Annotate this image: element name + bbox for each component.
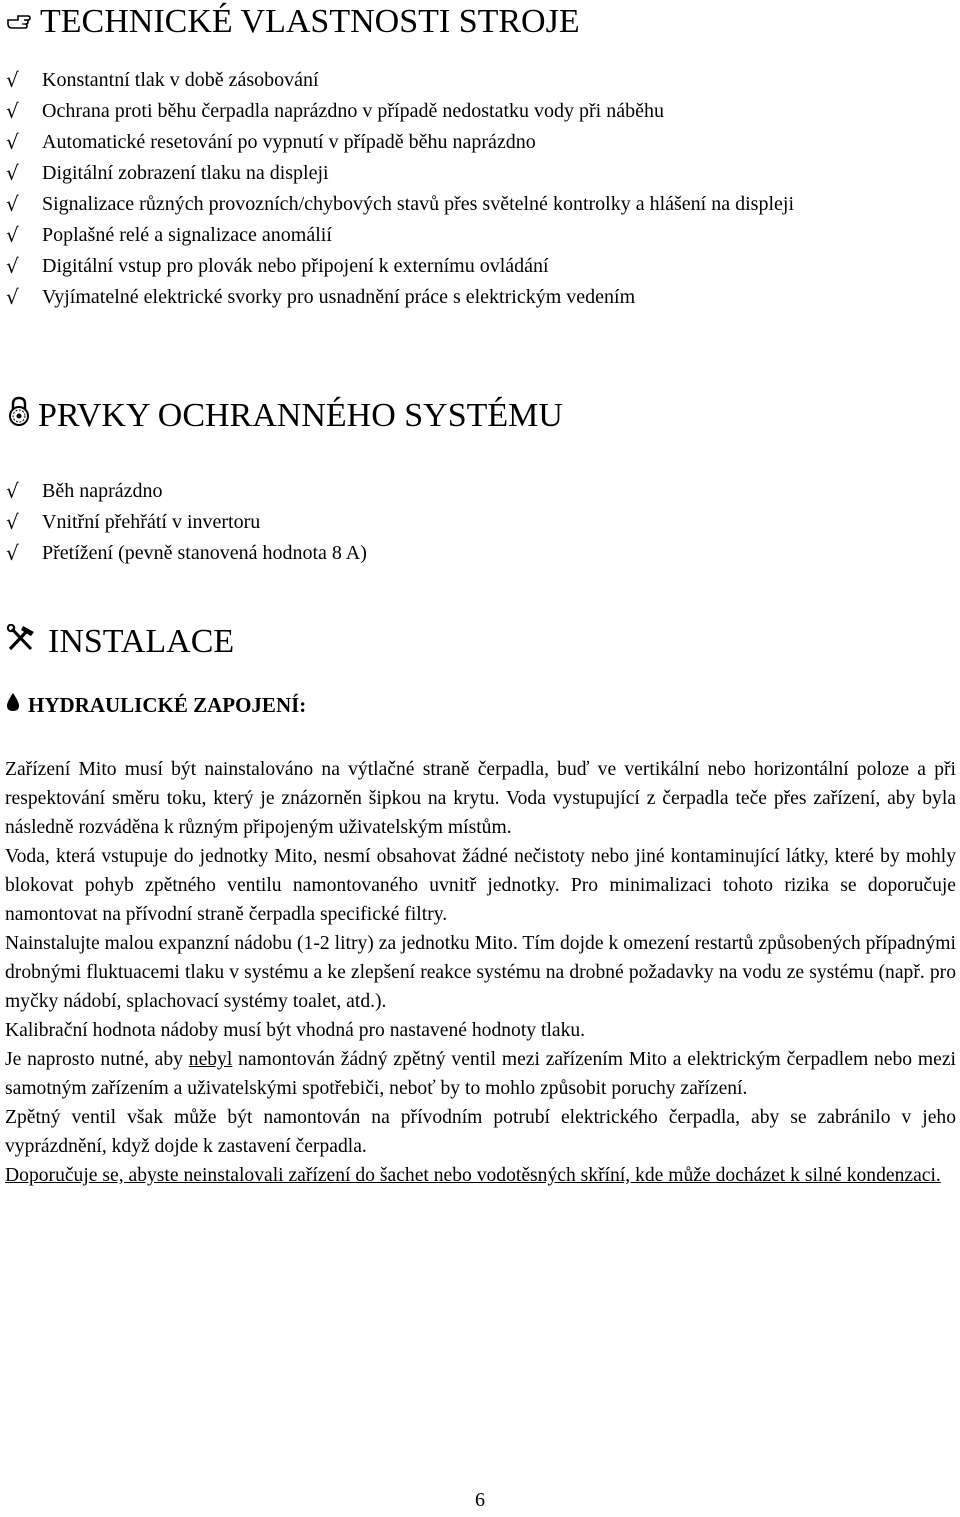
list-item: √ Digitální zobrazení tlaku na displeji: [6, 158, 956, 189]
list-item: √ Konstantní tlak v době zásobování: [6, 65, 956, 96]
check-icon: √: [6, 479, 19, 503]
list-item: √ Vyjímatelné elektrické svorky pro usnadnění práce s elektrickým vedením: [6, 282, 956, 313]
hammer-wrench-icon: [6, 622, 36, 662]
paragraph: Zařízení Mito musí být nainstalováno na výtlačné straně čerpadla, buď ve vertikální nebo horizontální poloze a při respektování směru toku, který je znázorněn šipkou na krytu. Voda vystupující z čerpadla teče přes zařízení, aby byla následně rozváděna k různým připojeným uživatelským místům.: [5, 759, 956, 838]
hydraulic-subheading: [6, 690, 306, 720]
protect-features-list: [6, 476, 956, 569]
check-icon: √: [6, 223, 19, 247]
check-icon: √: [6, 161, 19, 185]
paragraph: Voda, která vstupuje do jednotky Mito, nesmí obsahovat žádné nečistoty nebo jiné kontaminující látky, které by mohly blokovat pohyb zpětného ventilu namontovaného uvnitř jednotky. Pro minimalizaci tohoto rizika se doporučuje namontovat na přívodní straně čerpadla specifické filtry.: [5, 846, 956, 925]
install-heading-text: INSTALACE: [48, 623, 235, 660]
check-icon: √: [6, 68, 19, 92]
underlined-word: nebyl: [188, 1049, 233, 1070]
underlined-paragraph: Doporučuje se, abyste neinstalovali zařízení do šachet nebo vodotěsných skříní, kde může docházet k silné kondenzaci.: [5, 1165, 941, 1186]
list-item: √ Přetížení (pevně stanovená hodnota 8 A): [6, 538, 956, 569]
pointing-hand-icon: [6, 2, 32, 42]
list-item: √ Poplašné relé a signalizace anomálií: [6, 220, 956, 251]
padlock-icon: [6, 396, 32, 436]
water-drop-icon: [6, 690, 20, 720]
list-item: √ Digitální vstup pro plovák nebo připojení k externímu ovládání: [6, 251, 956, 282]
paragraph: Zpětný ventil však může být namontován na přívodním potrubí elektrického čerpadla, aby se zabránilo v jeho vyprázdnění, když dojde k zastavení čerpadla.: [5, 1107, 956, 1157]
protect-heading: [6, 396, 563, 436]
list-item: √ Signalizace různých provozních/chybových stavů přes světelné kontrolky a hlášení na displeji: [6, 189, 956, 220]
check-icon: √: [6, 99, 19, 123]
tech-features-list: [6, 65, 956, 313]
install-body: [5, 755, 956, 1190]
check-icon: √: [6, 541, 19, 565]
hydraulic-subheading-text: HYDRAULICKÉ ZAPOJENÍ:: [28, 693, 307, 717]
list-item: √ Běh naprázdno: [6, 476, 956, 507]
paragraph: Kalibrační hodnota nádoby musí být vhodná pro nastavené hodnoty tlaku.: [5, 1020, 586, 1041]
paragraph: Je naprosto nutné, aby nebyl namontován žádný zpětný ventil mezi zařízením Mito a elektrickým čerpadlem nebo mezi samotným zařízením a uživatelskými spotřebiči, neboť by to mohlo způsobit poruchy zařízení.: [5, 1049, 956, 1099]
protect-heading-text: PRVKY OCHRANNÉHO SYSTÉMU: [38, 397, 563, 434]
list-item: √ Ochrana proti běhu čerpadla naprázdno v případě nedostatku vody při náběhu: [6, 96, 956, 127]
check-icon: √: [6, 254, 19, 278]
list-item: √ Vnitřní přehřátí v invertoru: [6, 507, 956, 538]
tech-heading-text: TECHNICKÉ VLASTNOSTI STROJE: [40, 3, 580, 40]
check-icon: √: [6, 510, 19, 534]
check-icon: √: [6, 285, 19, 309]
tech-heading: [6, 2, 580, 42]
check-icon: √: [6, 192, 19, 216]
paragraph: Nainstalujte malou expanzní nádobu (1-2 litry) za jednotku Mito. Tím dojde k omezení restartů způsobených případnými drobnými fluktuacemi tlaku v systému a ke zlepšení reakce systému na drobné požadavky na vodu ze systému (např. pro myčky nádobí, splachovací systémy toalet, atd.).: [5, 933, 956, 1012]
check-icon: √: [6, 130, 19, 154]
list-item: √ Automatické resetování po vypnutí v případě běhu naprázdno: [6, 127, 956, 158]
install-heading: [6, 622, 234, 662]
page-number: 6: [475, 1489, 485, 1511]
